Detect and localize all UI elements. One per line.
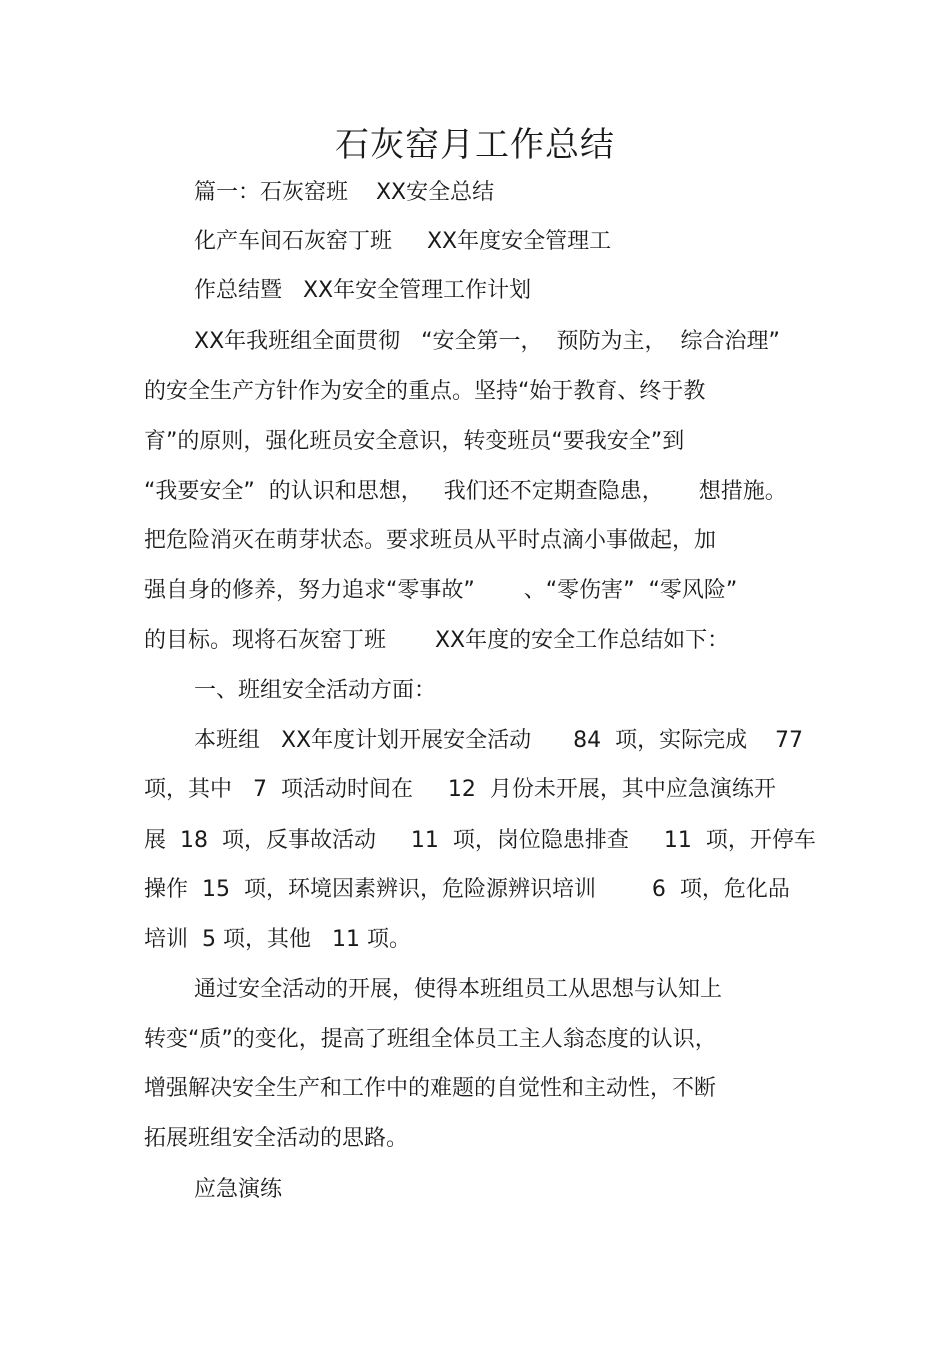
document-title: 石灰窑月工作总结 [335,125,615,165]
paragraph-line: 本班组 XX年度计划开展安全活动 84 项，实际完成 77 [194,728,804,753]
paragraph-line: 拓展班组安全活动的思路。 [144,1126,409,1151]
heading-line: 化产车间石灰窑丁班 XX年度安全管理工 [194,229,612,254]
paragraph-line: 展 18 项，反事故活动 11 项，岗位隐患排查 11 项，开停车 [144,828,816,853]
paragraph-line: “我要安全” 的认识和思想， 我们还不定期查隐患， 想措施。 [144,479,787,504]
paragraph-line: 强自身的修养，努力追求“零事故” 、“零伤害” “零风险” [144,578,738,603]
subtitle-line: 篇一：石灰窑班 XX安全总结 [194,180,495,205]
subsection-heading: 应急演练 [194,1177,283,1202]
paragraph-line: 的安全生产方针作为安全的重点。坚持“始于教育、终于教 [144,379,706,404]
paragraph-line: 转变“质”的变化，提高了班组全体员工主人翁态度的认识， [144,1027,717,1052]
heading-line: 作总结暨 XX年安全管理工作计划 [194,278,532,303]
paragraph-line: 育”的原则，强化班员安全意识，转变班员“要我安全”到 [144,429,685,454]
paragraph-line: 培训 5 项，其他 11 项。 [144,927,411,952]
section-heading: 一、班组安全活动方面： [194,678,437,703]
paragraph-line: 项，其中 7 项活动时间在 12 月份未开展，其中应急演练开 [144,777,776,802]
paragraph-line: 把危险消灭在萌芽状态。要求班员从平时点滴小事做起，加 [144,528,717,553]
paragraph-line: XX年我班组全面贯彻 “安全第一， 预防为主， 综合治理” [194,329,780,354]
paragraph-line: 通过安全活动的开展，使得本班组员工从思想与认知上 [194,977,723,1002]
paragraph-line: 的目标。现将石灰窑丁班 XX年度的安全工作总结如下： [144,628,730,653]
paragraph-line: 增强解决安全生产和工作中的难题的自觉性和主动性，不断 [144,1076,717,1101]
paragraph-line: 操作 15 项，环境因素辨识，危险源辨识培训 6 项，危化品 [144,877,790,902]
